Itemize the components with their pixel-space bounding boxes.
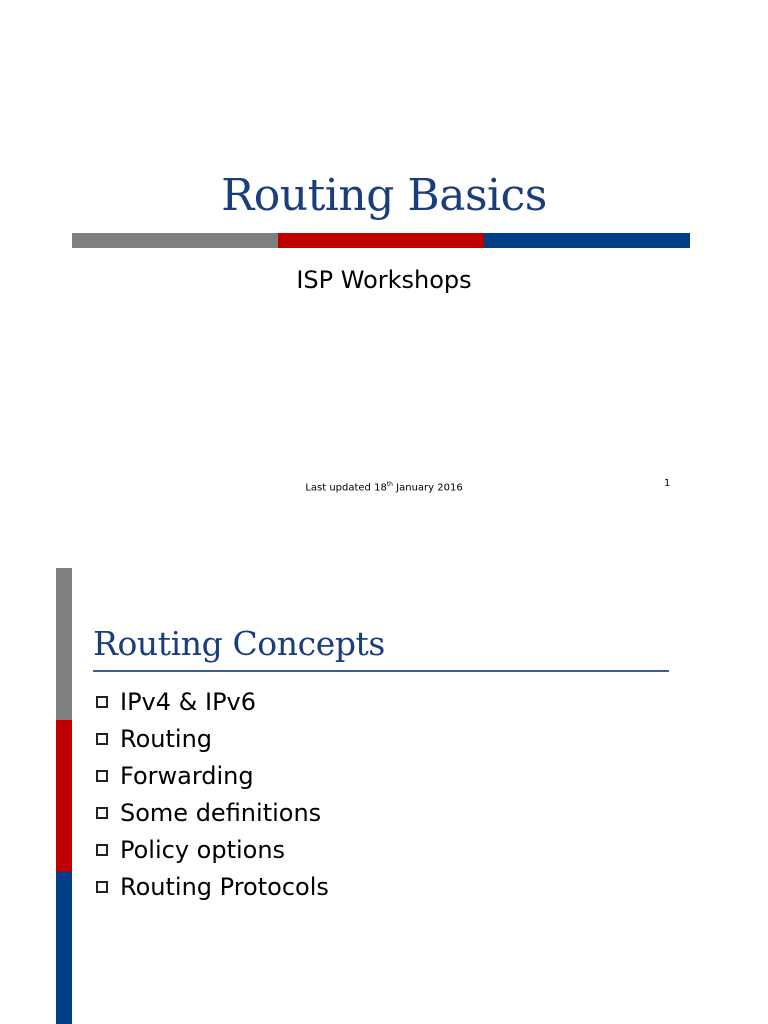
vertical-tricolor-bar [56, 568, 72, 1024]
tricolor-divider [72, 233, 690, 248]
square-bullet-icon [96, 733, 108, 745]
list-item [96, 868, 329, 905]
vertical-bar-gray-segment [56, 568, 72, 720]
square-bullet-icon [96, 696, 108, 708]
list-item-label: Forwarding [120, 761, 254, 790]
last-updated-prefix: Last updated 18 [305, 482, 387, 494]
title-underline [93, 670, 669, 672]
vertical-bar-red-segment [56, 720, 72, 872]
list-item [96, 831, 329, 868]
square-bullet-icon [96, 807, 108, 819]
page-number: 1 [664, 478, 671, 489]
slide-title: Routing Concepts [93, 624, 385, 663]
slide-title: Routing Basics [221, 170, 547, 221]
list-item [96, 794, 329, 831]
square-bullet-icon [96, 844, 108, 856]
divider-red-segment [278, 233, 484, 248]
bullet-list [96, 683, 329, 905]
last-updated-footer [0, 481, 768, 493]
list-item-label: Routing [120, 724, 213, 753]
list-item [96, 757, 329, 794]
list-item [96, 720, 329, 757]
list-item-label: IPv4 & IPv6 [120, 687, 257, 716]
list-item-label: Some definitions [120, 798, 322, 827]
divider-blue-segment [484, 233, 690, 248]
list-item-label: Policy options [120, 835, 286, 864]
list-item [96, 683, 329, 720]
slide-subtitle: ISP Workshops [296, 266, 472, 294]
divider-gray-segment [72, 233, 278, 248]
last-updated-suffix: January 2016 [392, 482, 463, 494]
list-item-label: Routing Protocols [120, 872, 329, 901]
square-bullet-icon [96, 770, 108, 782]
vertical-bar-blue-segment [56, 872, 72, 1024]
slide-2 [0, 540, 768, 1024]
square-bullet-icon [96, 881, 108, 893]
last-updated-ordinal: th [386, 481, 393, 488]
